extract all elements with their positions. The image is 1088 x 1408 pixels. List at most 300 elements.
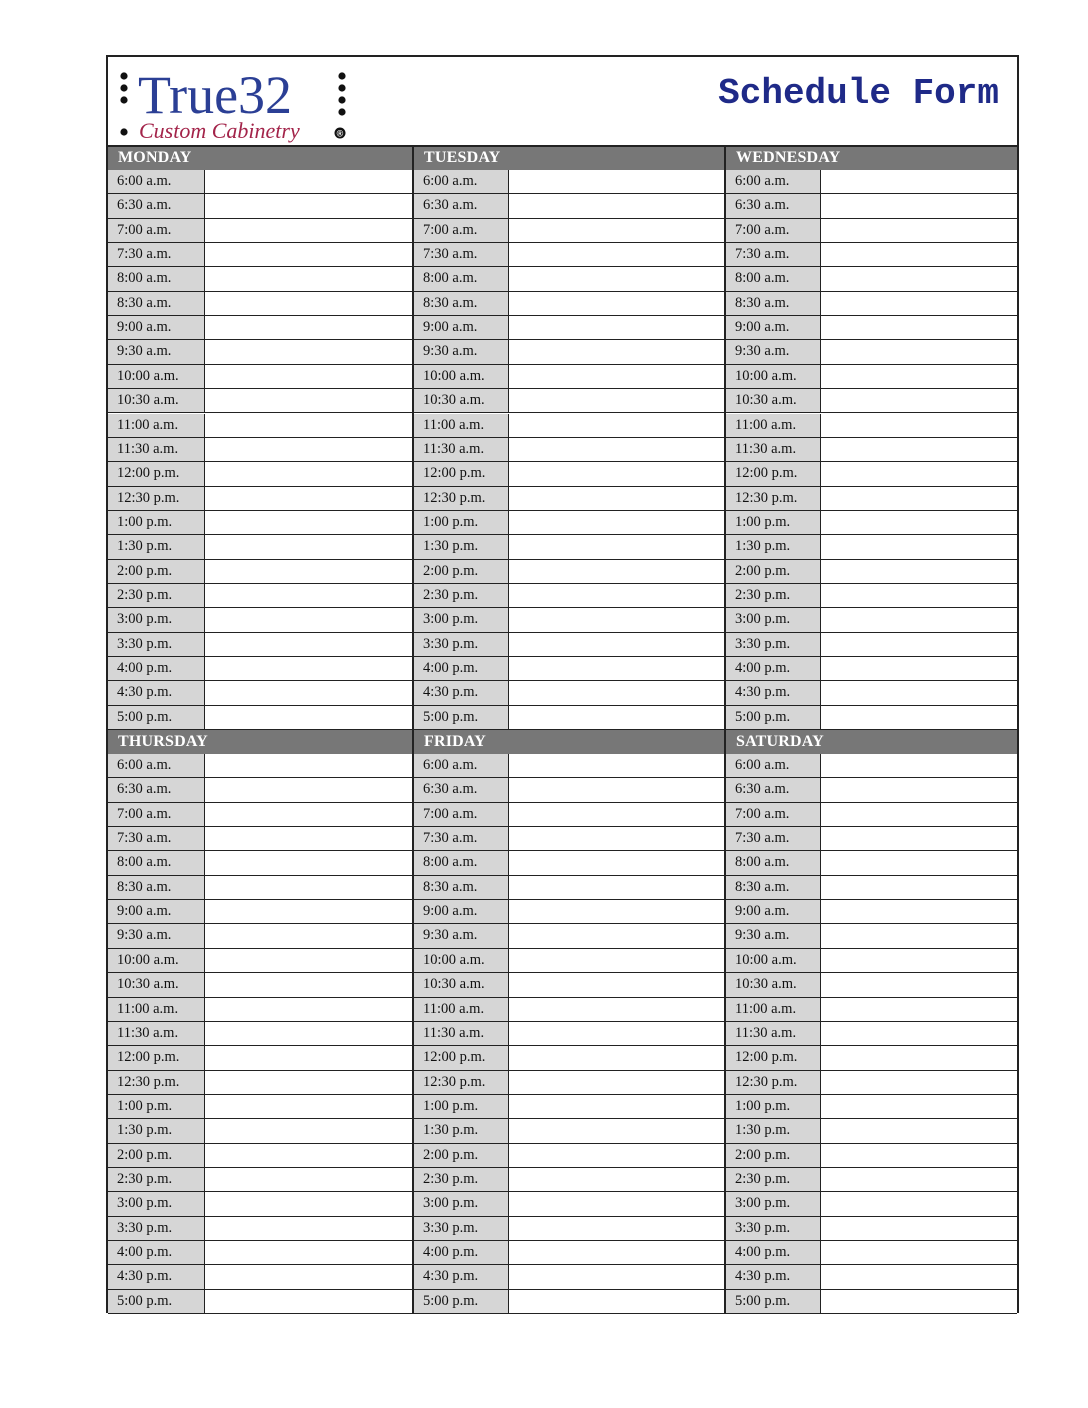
time-row (726, 706, 1017, 730)
appointment-slot[interactable] (821, 1071, 1017, 1094)
day-block-thursday (108, 730, 412, 1314)
appointment-slot[interactable] (821, 998, 1017, 1021)
time-row (414, 267, 724, 291)
appointment-slot[interactable] (821, 535, 1017, 558)
time-label: 10:30 a.m. (726, 973, 821, 996)
time-row (726, 1046, 1017, 1070)
time-row (414, 1095, 724, 1119)
appointment-slot[interactable] (205, 365, 412, 388)
appointment-slot[interactable] (821, 243, 1017, 266)
appointment-slot[interactable] (821, 778, 1017, 801)
appointment-slot[interactable] (205, 1095, 412, 1118)
appointment-slot[interactable] (821, 924, 1017, 947)
appointment-slot[interactable] (205, 511, 412, 534)
appointment-slot[interactable] (821, 194, 1017, 217)
appointment-slot[interactable] (821, 633, 1017, 656)
time-label: 4:30 p.m. (414, 681, 509, 704)
appointment-slot[interactable] (205, 1241, 412, 1264)
appointment-slot[interactable] (205, 1071, 412, 1094)
time-row (726, 267, 1017, 291)
time-label: 7:30 a.m. (726, 827, 821, 850)
time-row (726, 681, 1017, 705)
appointment-slot[interactable] (205, 292, 412, 315)
time-label: 7:30 a.m. (414, 243, 509, 266)
appointment-slot[interactable] (205, 340, 412, 363)
time-label: 4:00 p.m. (414, 657, 509, 680)
time-row (726, 1217, 1017, 1241)
time-row (726, 1265, 1017, 1289)
appointment-slot[interactable] (509, 267, 724, 290)
time-label: 2:30 p.m. (108, 1168, 205, 1191)
appointment-slot[interactable] (509, 316, 724, 339)
appointment-slot[interactable] (509, 754, 724, 777)
time-row (726, 608, 1017, 632)
appointment-slot[interactable] (509, 803, 724, 826)
time-label: 8:30 a.m. (108, 292, 205, 315)
time-row (726, 778, 1017, 802)
appointment-slot[interactable] (821, 608, 1017, 631)
time-row (726, 292, 1017, 316)
appointment-slot[interactable] (509, 778, 724, 801)
time-label: 2:00 p.m. (726, 1144, 821, 1167)
appointment-slot[interactable] (821, 365, 1017, 388)
appointment-slot[interactable] (205, 1022, 412, 1045)
appointment-slot[interactable] (821, 584, 1017, 607)
time-row (414, 414, 724, 438)
time-row (108, 1071, 412, 1095)
day-header (108, 730, 412, 754)
appointment-slot[interactable] (205, 1265, 412, 1288)
time-row (108, 243, 412, 267)
appointment-slot[interactable] (205, 389, 412, 412)
appointment-slot[interactable] (205, 657, 412, 680)
appointment-slot[interactable] (509, 1119, 724, 1142)
appointment-slot[interactable] (205, 681, 412, 704)
time-row (108, 851, 412, 875)
time-label: 7:30 a.m. (726, 243, 821, 266)
time-row (414, 1241, 724, 1265)
appointment-slot[interactable] (821, 1241, 1017, 1264)
time-row (726, 1119, 1017, 1143)
time-row (726, 900, 1017, 924)
time-row (108, 365, 412, 389)
appointment-slot[interactable] (205, 803, 412, 826)
appointment-slot[interactable] (821, 657, 1017, 680)
appointment-slot[interactable] (509, 1095, 724, 1118)
appointment-slot[interactable] (821, 1022, 1017, 1045)
time-label: 12:30 p.m. (414, 1071, 509, 1094)
time-label: 4:00 p.m. (108, 1241, 205, 1264)
time-row (414, 998, 724, 1022)
time-label: 8:30 a.m. (108, 876, 205, 899)
time-label: 1:30 p.m. (726, 1119, 821, 1142)
appointment-slot[interactable] (509, 1241, 724, 1264)
time-label: 12:00 p.m. (414, 462, 509, 485)
time-row (726, 511, 1017, 535)
time-row (108, 1046, 412, 1070)
time-label: 7:00 a.m. (108, 219, 205, 242)
appointment-slot[interactable] (821, 316, 1017, 339)
time-label: 3:00 p.m. (414, 1192, 509, 1215)
appointment-slot[interactable] (821, 706, 1017, 729)
time-row (726, 924, 1017, 948)
time-row (726, 973, 1017, 997)
time-row (414, 316, 724, 340)
appointment-slot[interactable] (821, 876, 1017, 899)
time-label: 3:00 p.m. (108, 1192, 205, 1215)
true32-logo (118, 65, 358, 145)
time-row (414, 535, 724, 559)
appointment-slot[interactable] (509, 1022, 724, 1045)
appointment-slot[interactable] (821, 170, 1017, 193)
appointment-slot[interactable] (509, 949, 724, 972)
appointment-slot[interactable] (509, 1144, 724, 1167)
time-label: 12:30 p.m. (726, 487, 821, 510)
appointment-slot[interactable] (205, 438, 412, 461)
time-label: 1:30 p.m. (414, 1119, 509, 1142)
appointment-slot[interactable] (509, 194, 724, 217)
appointment-slot[interactable] (821, 900, 1017, 923)
appointment-slot[interactable] (205, 754, 412, 777)
appointment-slot[interactable] (821, 462, 1017, 485)
appointment-slot[interactable] (509, 511, 724, 534)
appointment-slot[interactable] (509, 998, 724, 1021)
time-row (726, 803, 1017, 827)
time-label: 3:00 p.m. (726, 608, 821, 631)
appointment-slot[interactable] (205, 900, 412, 923)
time-row (108, 316, 412, 340)
appointment-slot[interactable] (509, 973, 724, 996)
time-row (414, 219, 724, 243)
time-row (726, 414, 1017, 438)
time-label: 6:00 a.m. (108, 170, 205, 193)
time-label: 9:30 a.m. (108, 340, 205, 363)
appointment-slot[interactable] (205, 194, 412, 217)
appointment-slot[interactable] (509, 1217, 724, 1240)
appointment-slot[interactable] (509, 681, 724, 704)
appointment-slot[interactable] (205, 998, 412, 1021)
appointment-slot[interactable] (821, 414, 1017, 437)
time-row (108, 194, 412, 218)
time-row (726, 657, 1017, 681)
appointment-slot[interactable] (821, 1217, 1017, 1240)
appointment-slot[interactable] (821, 827, 1017, 850)
appointment-slot[interactable] (509, 1265, 724, 1288)
time-row (108, 462, 412, 486)
time-row (414, 365, 724, 389)
time-label: 12:00 p.m. (726, 462, 821, 485)
appointment-slot[interactable] (205, 560, 412, 583)
appointment-slot[interactable] (821, 754, 1017, 777)
time-label: 7:00 a.m. (726, 803, 821, 826)
time-row (108, 778, 412, 802)
time-label: 7:30 a.m. (108, 827, 205, 850)
appointment-slot[interactable] (205, 1290, 412, 1313)
time-label: 9:00 a.m. (726, 316, 821, 339)
appointment-slot[interactable] (205, 1168, 412, 1191)
time-label: 11:00 a.m. (726, 414, 821, 437)
time-label: 1:00 p.m. (108, 511, 205, 534)
time-label: 1:30 p.m. (726, 535, 821, 558)
time-row (726, 438, 1017, 462)
time-label: 5:00 p.m. (726, 1290, 821, 1313)
time-label: 10:00 a.m. (726, 949, 821, 972)
time-label: 1:30 p.m. (414, 535, 509, 558)
time-row (414, 194, 724, 218)
appointment-slot[interactable] (509, 219, 724, 242)
time-label: 6:30 a.m. (108, 778, 205, 801)
time-row (108, 1168, 412, 1192)
appointment-slot[interactable] (509, 487, 724, 510)
time-row (414, 170, 724, 194)
time-label: 8:00 a.m. (414, 851, 509, 874)
appointment-slot[interactable] (821, 1192, 1017, 1215)
time-label: 6:00 a.m. (726, 170, 821, 193)
time-row (108, 827, 412, 851)
appointment-slot[interactable] (205, 949, 412, 972)
appointment-slot[interactable] (205, 1119, 412, 1142)
time-label: 11:00 a.m. (414, 998, 509, 1021)
time-label: 7:00 a.m. (414, 219, 509, 242)
appointment-slot[interactable] (205, 584, 412, 607)
time-row (108, 1217, 412, 1241)
appointment-slot[interactable] (821, 487, 1017, 510)
time-row (414, 1192, 724, 1216)
appointment-slot[interactable] (821, 1144, 1017, 1167)
time-row (726, 876, 1017, 900)
appointment-slot[interactable] (205, 267, 412, 290)
appointment-slot[interactable] (205, 316, 412, 339)
time-label: 8:00 a.m. (414, 267, 509, 290)
time-row (414, 851, 724, 875)
time-row (108, 219, 412, 243)
appointment-slot[interactable] (509, 243, 724, 266)
appointment-slot[interactable] (509, 900, 724, 923)
appointment-slot[interactable] (821, 219, 1017, 242)
time-label: 6:00 a.m. (108, 754, 205, 777)
appointment-slot[interactable] (205, 851, 412, 874)
appointment-slot[interactable] (205, 535, 412, 558)
time-label: 3:30 p.m. (414, 1217, 509, 1240)
appointment-slot[interactable] (509, 560, 724, 583)
time-label: 11:30 a.m. (726, 438, 821, 461)
time-label: 9:00 a.m. (108, 316, 205, 339)
time-label: 7:00 a.m. (108, 803, 205, 826)
time-label: 5:00 p.m. (414, 706, 509, 729)
appointment-slot[interactable] (205, 243, 412, 266)
appointment-slot[interactable] (821, 1046, 1017, 1069)
time-row (726, 365, 1017, 389)
appointment-slot[interactable] (205, 633, 412, 656)
appointment-slot[interactable] (509, 170, 724, 193)
appointment-slot[interactable] (205, 1217, 412, 1240)
appointment-slot[interactable] (821, 1119, 1017, 1142)
appointment-slot[interactable] (509, 706, 724, 729)
appointment-slot[interactable] (821, 438, 1017, 461)
appointment-slot[interactable] (205, 924, 412, 947)
appointment-slot[interactable] (205, 1046, 412, 1069)
appointment-slot[interactable] (205, 1144, 412, 1167)
appointment-slot[interactable] (509, 1168, 724, 1191)
time-label: 1:30 p.m. (108, 1119, 205, 1142)
header-divider (108, 145, 1017, 147)
time-row (108, 1119, 412, 1143)
appointment-slot[interactable] (205, 1192, 412, 1215)
appointment-slot[interactable] (821, 949, 1017, 972)
appointment-slot[interactable] (509, 365, 724, 388)
appointment-slot[interactable] (821, 511, 1017, 534)
time-label: 7:00 a.m. (414, 803, 509, 826)
appointment-slot[interactable] (205, 608, 412, 631)
appointment-slot[interactable] (509, 876, 724, 899)
time-row (726, 1192, 1017, 1216)
time-row (726, 1095, 1017, 1119)
time-row (414, 900, 724, 924)
appointment-slot[interactable] (509, 340, 724, 363)
day-header (414, 146, 724, 170)
appointment-slot[interactable] (821, 1290, 1017, 1313)
appointment-slot[interactable] (509, 1071, 724, 1094)
time-row (108, 1265, 412, 1289)
time-row (414, 778, 724, 802)
time-label: 1:00 p.m. (414, 511, 509, 534)
appointment-slot[interactable] (509, 1290, 724, 1313)
appointment-slot[interactable] (205, 170, 412, 193)
appointment-slot[interactable] (509, 1192, 724, 1215)
time-label: 2:30 p.m. (108, 584, 205, 607)
column-divider (412, 146, 414, 1314)
day-header (108, 146, 412, 170)
time-label: 4:00 p.m. (414, 1241, 509, 1264)
appointment-slot[interactable] (821, 292, 1017, 315)
time-row (726, 584, 1017, 608)
appointment-slot[interactable] (821, 1095, 1017, 1118)
appointment-slot[interactable] (509, 414, 724, 437)
appointment-slot[interactable] (205, 778, 412, 801)
time-row (414, 924, 724, 948)
time-row (414, 1119, 724, 1143)
time-label: 2:00 p.m. (414, 560, 509, 583)
appointment-slot[interactable] (821, 1168, 1017, 1191)
time-label: 4:00 p.m. (108, 657, 205, 680)
time-label: 10:30 a.m. (726, 389, 821, 412)
time-label: 7:00 a.m. (726, 219, 821, 242)
time-row (414, 876, 724, 900)
time-row (414, 462, 724, 486)
appointment-slot[interactable] (509, 292, 724, 315)
appointment-slot[interactable] (821, 267, 1017, 290)
time-label: 2:30 p.m. (414, 1168, 509, 1191)
appointment-slot[interactable] (205, 219, 412, 242)
appointment-slot[interactable] (205, 973, 412, 996)
time-row (414, 1022, 724, 1046)
appointment-slot[interactable] (509, 633, 724, 656)
time-label: 10:30 a.m. (414, 389, 509, 412)
time-row (108, 949, 412, 973)
day-block-friday (414, 730, 724, 1314)
time-label: 11:30 a.m. (726, 1022, 821, 1045)
appointment-slot[interactable] (205, 487, 412, 510)
time-row (108, 584, 412, 608)
time-row (414, 608, 724, 632)
time-label: 12:30 p.m. (108, 487, 205, 510)
appointment-slot[interactable] (509, 924, 724, 947)
time-label: 10:00 a.m. (108, 365, 205, 388)
appointment-slot[interactable] (821, 851, 1017, 874)
time-row (726, 389, 1017, 413)
time-row (726, 1144, 1017, 1168)
time-label: 11:00 a.m. (108, 998, 205, 1021)
time-label: 9:30 a.m. (414, 340, 509, 363)
appointment-slot[interactable] (205, 706, 412, 729)
appointment-slot[interactable] (509, 657, 724, 680)
time-label: 6:30 a.m. (726, 194, 821, 217)
appointment-slot[interactable] (509, 608, 724, 631)
time-row (108, 292, 412, 316)
time-row (414, 949, 724, 973)
time-label: 3:30 p.m. (726, 1217, 821, 1240)
appointment-slot[interactable] (205, 414, 412, 437)
time-row (414, 1046, 724, 1070)
time-row (414, 389, 724, 413)
time-row (108, 414, 412, 438)
time-row (108, 754, 412, 778)
time-row (726, 340, 1017, 364)
time-label: 1:00 p.m. (726, 511, 821, 534)
time-label: 9:30 a.m. (726, 924, 821, 947)
appointment-slot[interactable] (509, 1046, 724, 1069)
appointment-slot[interactable] (821, 340, 1017, 363)
time-row (726, 949, 1017, 973)
time-label: 5:00 p.m. (108, 1290, 205, 1313)
time-label: 2:00 p.m. (108, 1144, 205, 1167)
appointment-slot[interactable] (205, 462, 412, 485)
time-row (726, 535, 1017, 559)
time-row (108, 900, 412, 924)
time-label: 12:00 p.m. (726, 1046, 821, 1069)
time-row (108, 633, 412, 657)
time-row (108, 389, 412, 413)
time-label: 4:00 p.m. (726, 1241, 821, 1264)
appointment-slot[interactable] (509, 535, 724, 558)
time-row (108, 973, 412, 997)
time-row (726, 316, 1017, 340)
form-header (108, 57, 1017, 146)
appointment-slot[interactable] (821, 560, 1017, 583)
time-row (108, 1290, 412, 1314)
appointment-slot[interactable] (509, 389, 724, 412)
appointment-slot[interactable] (509, 851, 724, 874)
time-label: 6:30 a.m. (108, 194, 205, 217)
appointment-slot[interactable] (821, 973, 1017, 996)
time-row (726, 1290, 1017, 1314)
time-label: 2:30 p.m. (414, 584, 509, 607)
appointment-slot[interactable] (509, 827, 724, 850)
time-label: 4:30 p.m. (108, 1265, 205, 1288)
appointment-slot[interactable] (821, 681, 1017, 704)
time-label: 3:30 p.m. (726, 633, 821, 656)
appointment-slot[interactable] (509, 438, 724, 461)
appointment-slot[interactable] (821, 1265, 1017, 1288)
appointment-slot[interactable] (509, 584, 724, 607)
time-row (414, 292, 724, 316)
appointment-slot[interactable] (509, 462, 724, 485)
time-row (726, 462, 1017, 486)
appointment-slot[interactable] (205, 876, 412, 899)
appointment-slot[interactable] (821, 803, 1017, 826)
appointment-slot[interactable] (821, 389, 1017, 412)
appointment-slot[interactable] (205, 827, 412, 850)
